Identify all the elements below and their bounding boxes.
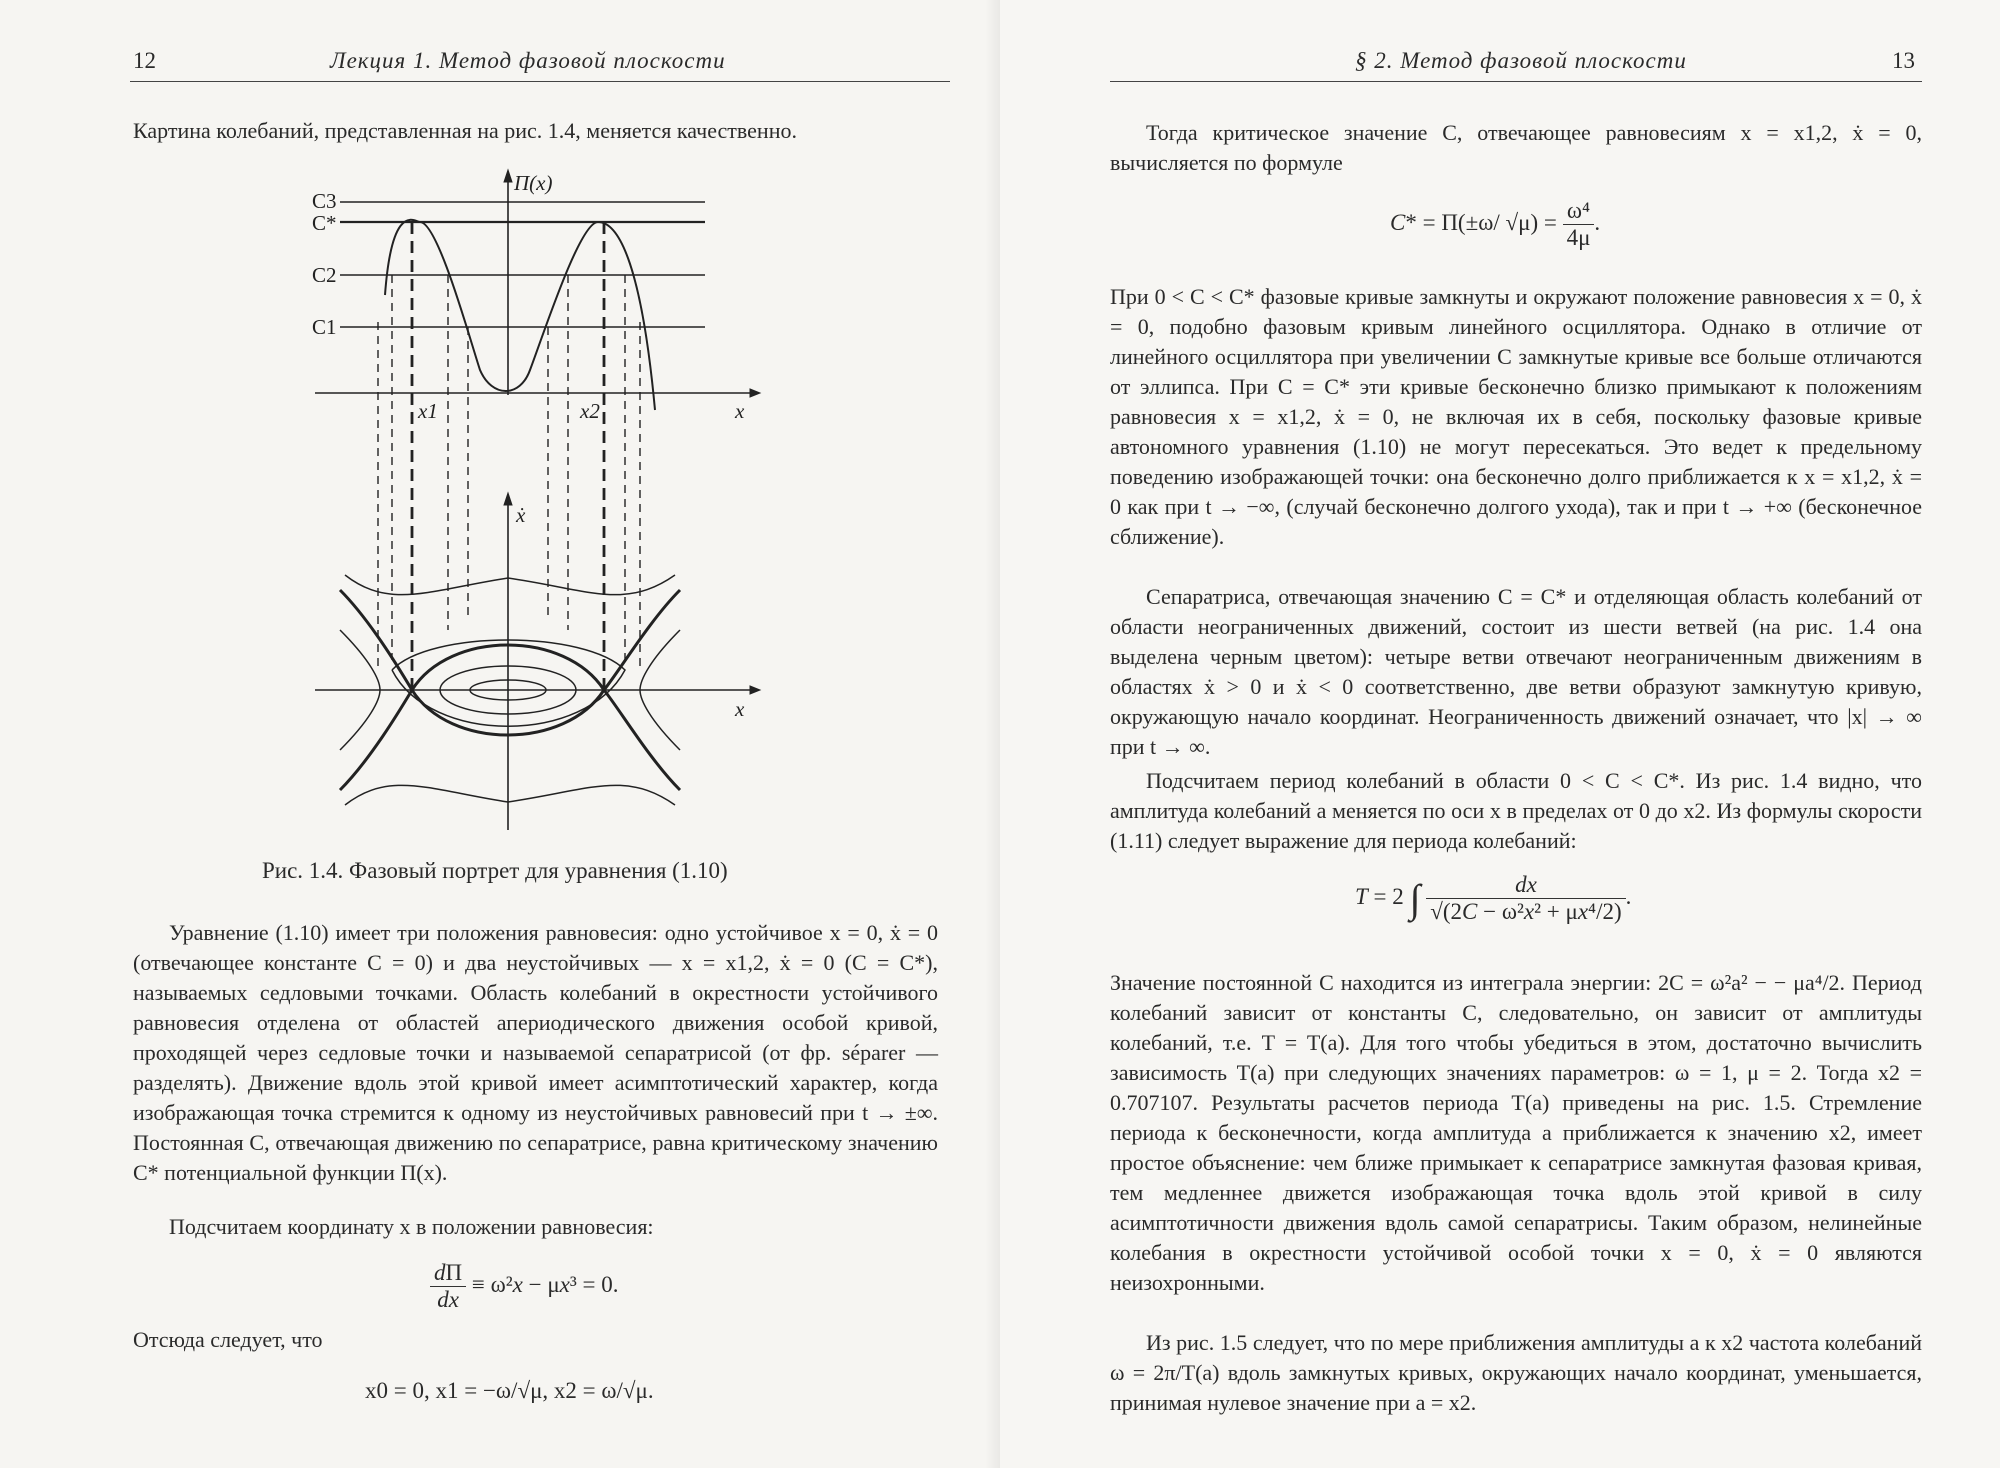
potential-x-arrow: [750, 389, 760, 397]
right-para-critical: Тогда критическое значение C, отвечающее равновесиям x = x1,2, ẋ = 0, вычисляется по формуле: [1110, 120, 1922, 175]
trajectory-bottom: [345, 785, 675, 805]
right-header-rule: [1110, 81, 1922, 82]
phase-y-label: ẋ: [516, 503, 526, 527]
potential-y-arrow: [504, 170, 512, 182]
phase-y-arrow: [504, 493, 512, 505]
potential-curve: [385, 220, 655, 410]
left-intro-line: Картина колебаний, представленная на рис. 1.4, меняется качественно.: [133, 118, 797, 143]
left-para-therefore: Отсюда следует, что: [133, 1327, 323, 1352]
right-running-head: § 2. Метод фазовой плоскости: [1355, 48, 1687, 73]
eq-cstar: C* = Π(±ω/ √μ) = $\frac{\text{ω⁴}}{4\mu}$ .: [1390, 198, 1601, 250]
figure-phase-portrait: [0, 160, 1000, 860]
left-para-equilibria: Уравнение (1.10) имеет три положения равновесия: одно устойчивое x = 0, ẋ = 0 (отвечающее константе C = 0) и два неустойчивых — x = x1,2, ẋ = 0 (C = C*), называемых седловыми точками. Область колебаний в окрестности устойчивого равновесия отделена от областей апериодического движения особой кривой, проходящей через седловые точки и называемой сепаратрисой (от фр. séparer — разделять). Движение вдоль этой кривой имеет асимптотический характер, когда изображающая точка стремится к одному из неустойчивых равновесий при t → ±∞. Постоянная C, отвечающая движению по сепаратрисе, равна критическому значению C* потенциальной функции Π(x).: [133, 920, 938, 1185]
potential-y-label: Π(x): [514, 171, 553, 195]
right-para-frequency: Из рис. 1.5 следует, что по мере приближения амплитуды a к x2 частота колебаний ω = 2π/T(a) вдоль замкнутых кривых, окружающих начало координат, уменьшается, принимая нулевое значение при a = x2.: [1110, 1330, 1922, 1415]
point-label-x1: x1: [418, 399, 438, 423]
level-label-c3: C3: [312, 189, 337, 213]
right-page-number: 13: [1892, 48, 1915, 73]
level-label-c1: C1: [312, 315, 337, 339]
left-running-head: Лекция 1. Метод фазовой плоскости: [330, 48, 726, 73]
phase-x-arrow: [750, 686, 760, 694]
right-para-energy: Значение постоянной C находится из интеграла энергии: 2C = ω²a² − − μa⁴/2. Период колебаний зависит от константы C, следовательно, он зависит от амплитуды колебаний, т.е. T = T(a). Для того чтобы убедиться в этом, достаточно вычислить зависимость T(a) при следующих значениях параметров: ω = 1, μ = 2. Тогда x2 = 0.707107. Результаты расчетов периода T(a) приведены на рис. 1.5. Стремление периода к бесконечности, когда амплитуда a приближается к значению x2, имеет простое объяснение: чем ближе примыкает к сепаратрисе замкнутая фазовая кривая, тем медленнее движется изображающая точка вдоль этой кривой в силу асимптотичности движения вдоль самой сепаратрисы. Таким образом, нелинейные колебания в окрестности устойчивой особой точки x = 0, ẋ = 0 являются неизохронными.: [1110, 970, 1922, 1295]
right-page: [1000, 0, 2000, 1468]
level-label-c2: C2: [312, 263, 337, 287]
left-page-number: 12: [133, 48, 156, 73]
right-para-period: Подсчитаем период колебаний в области 0 < C < C*. Из рис. 1.4 видно, что амплитуда колебаний a меняется по оси x в пределах от 0 до x2. Из формулы скорости (1.11) следует выражение для периода колебаний:: [1110, 768, 1922, 853]
left-para-coordinate: Подсчитаем координату x в положении равновесия:: [169, 1214, 654, 1239]
eq-dpi-dx: $\frac{d\Pi}{dx}$ ≡ ω²x − μx³ = 0.: [430, 1260, 619, 1313]
eq-equilibria: x0 = 0, x1 = −ω/√μ, x2 = ω/√μ.: [365, 1378, 654, 1403]
point-label-x2: x2: [580, 399, 600, 423]
right-para-separatrix: Сепаратриса, отвечающая значению C = C* и отделяющая область колебаний от области неограниченных движений, состоит из шести ветвей (на рис. 1.4 она выделена черным цветом): четыре ветви отвечают неограниченным движениям в областях ẋ > 0 и ẋ < 0 соответственно, две ветви образуют замкнутую кривую, окружающую начало координат. Неограниченность движений означает, что |x| → ∞ при t → ∞.: [1110, 584, 1922, 759]
level-label-cstar: C*: [312, 211, 337, 235]
phase-x-label: x: [735, 697, 745, 721]
figure-caption: Рис. 1.4. Фазовый портрет для уравнения (1.10): [262, 858, 728, 883]
potential-x-label: x: [735, 399, 745, 423]
eq-period: T = 2 ∫ $\frac{dx}{\text{√(2C − ω²x² + μx⁴/2)}}$ .: [1355, 872, 1632, 924]
right-para-closed-curves: При 0 < C < C* фазовые кривые замкнуты и окружают положение равновесия x = 0, ẋ = 0, подобно фазовым кривым линейного осциллятора. Однако в отличие от линейного осциллятора при увеличении C замкнутые кривые все больше отличаются от эллипса. При C = C* эти кривые бесконечно близко примыкают к положениям равновесия x = x1,2, ẋ = 0, не включая их в себя, поскольку фазовые кривые автономного уравнения (1.10) не могут пересекаться. Это ведет к предельному поведению изображающей точки: она бесконечно долго приближается к x = x1,2, ẋ = 0 как при t → −∞, (случай бесконечно долгого ухода), так и при t → +∞ (бесконечное сближение).: [1110, 284, 1922, 549]
left-header-rule: [130, 81, 950, 82]
